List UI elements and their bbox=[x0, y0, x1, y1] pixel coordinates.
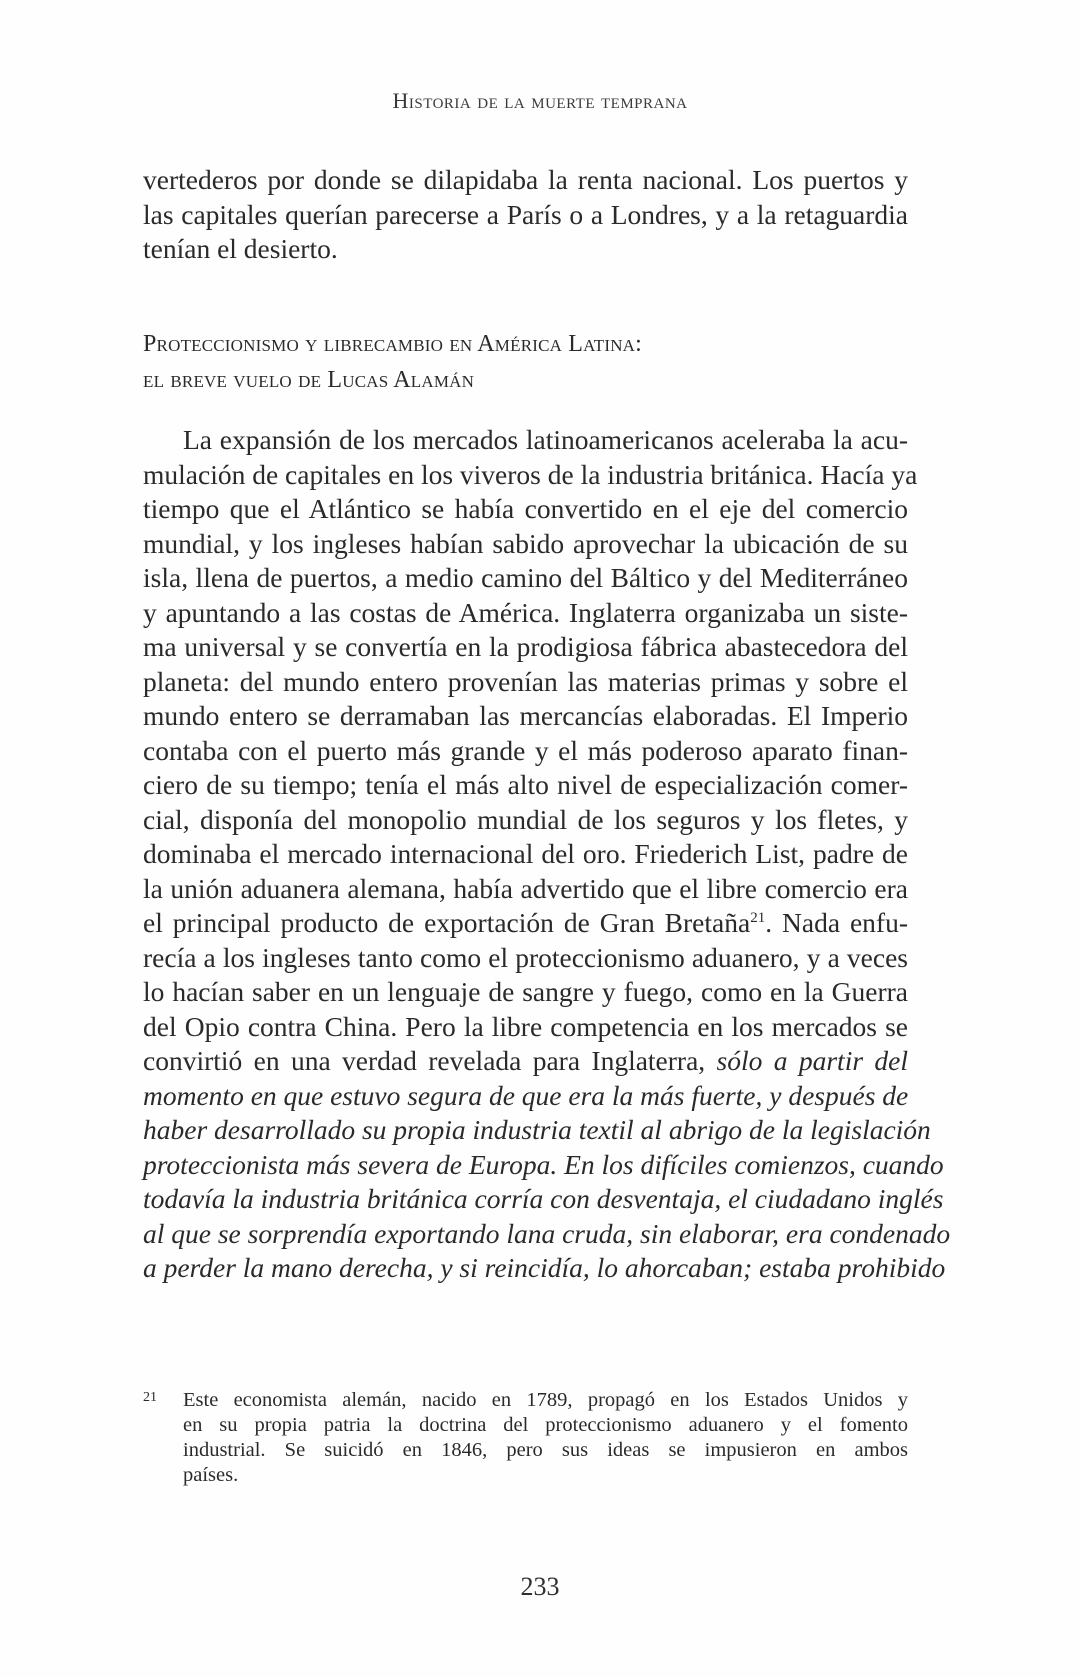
text-segment: ciero de su tiempo; tenía el más alto nivel de especialización comer- bbox=[143, 769, 908, 800]
footnote-line: países. bbox=[183, 1464, 239, 1486]
text-line bbox=[143, 734, 908, 769]
text-line bbox=[143, 906, 908, 941]
footnote-number: 21 bbox=[143, 1390, 157, 1405]
italic-text: proteccionista más severa de Europa. En los difíciles comienzos, cuando bbox=[143, 1148, 944, 1180]
text-line bbox=[143, 1044, 908, 1079]
text-line bbox=[143, 872, 908, 907]
text-line bbox=[143, 1251, 946, 1286]
section-heading-line-2: el breve vuelo de Lucas Alamán bbox=[143, 367, 475, 393]
text-line bbox=[143, 1148, 944, 1183]
text-line bbox=[143, 1217, 951, 1252]
text-line bbox=[143, 630, 908, 665]
footnote-line: Este economista alemán, nacido en 1789, propagó en los Estados Unidos y bbox=[183, 1389, 908, 1411]
text-segment: lo hacían saber en un lenguaje de sangre y fuego, como en la Guerra bbox=[143, 976, 908, 1007]
text-line bbox=[143, 1079, 908, 1114]
text-line bbox=[143, 837, 908, 872]
text-line bbox=[143, 975, 908, 1010]
text-line bbox=[143, 492, 908, 527]
text-line bbox=[143, 1010, 908, 1045]
text-segment: La expansión de los mercados latinoamericanos aceleraba la acu- bbox=[183, 424, 908, 455]
text-line bbox=[143, 596, 908, 631]
text-segment: recía a los ingleses tanto como el proteccionismo aduanero, y a veces bbox=[143, 941, 908, 973]
text-segment: tenían el desierto. bbox=[143, 233, 338, 264]
text-segment: las capitales querían parecerse a París o a Londres, y a la retaguardia bbox=[143, 198, 908, 230]
page-number: 233 bbox=[520, 1572, 560, 1601]
text-line bbox=[143, 561, 908, 596]
section-heading-line-1: Proteccionismo y librecambio en América Latina: bbox=[143, 331, 643, 357]
text-segment: vertederos por donde se dilapidaba la renta nacional. Los puertos y bbox=[143, 164, 908, 195]
text-line bbox=[143, 527, 908, 562]
text-line bbox=[143, 458, 918, 493]
text-segment: cial, disponía del monopolio mundial de los seguros y los fletes, y bbox=[143, 803, 908, 835]
text-segment: tiempo que el Atlántico se había convertido en el eje del comercio bbox=[143, 493, 908, 524]
text-segment: isla, llena de puertos, a medio camino del Báltico y del Mediterráneo bbox=[143, 562, 908, 593]
footnote-line: en su propia patria la doctrina del proteccionismo aduanero y el fomento bbox=[183, 1414, 908, 1436]
footnote-text bbox=[183, 1388, 908, 1488]
text-segment: mulación de capitales en los viveros de la industria británica. Hacía ya bbox=[143, 458, 918, 490]
text-line bbox=[143, 768, 908, 803]
text-line bbox=[143, 232, 908, 267]
text-line bbox=[143, 941, 908, 976]
text-line bbox=[143, 699, 908, 734]
text-segment: planeta: del mundo entero provenían las materias primas y sobre el bbox=[143, 665, 908, 697]
italic-text: a perder la mano derecha, y si reincidía, lo ahorcaban; estaba prohibido bbox=[143, 1252, 946, 1283]
opening-paragraph bbox=[143, 163, 908, 267]
section-heading bbox=[143, 326, 908, 398]
text-line bbox=[143, 1113, 931, 1148]
footnote-reference: 21 bbox=[750, 910, 766, 926]
italic-text: al que se sorprendía exportando lana cruda, sin elaborar, era condenado bbox=[143, 1217, 951, 1249]
text-line bbox=[143, 423, 908, 458]
text-segment: contaba con el puerto más grande y el más poderoso aparato finan- bbox=[143, 734, 908, 766]
text-line bbox=[143, 163, 908, 198]
text-segment: ma universal y se convertía en la prodigiosa fábrica abastecedora del bbox=[143, 631, 908, 662]
text-segment: mundo entero se derramaban las mercancías elaboradas. El Imperio bbox=[143, 700, 908, 731]
italic-text: sólo a partir del bbox=[716, 1045, 909, 1076]
text-segment: . Nada enfu- bbox=[765, 907, 909, 938]
text-line bbox=[143, 198, 908, 233]
text-line bbox=[143, 665, 908, 700]
running-head: Historia de la muerte temprana bbox=[392, 88, 688, 113]
text-segment: la unión aduanera alemana, había advertido que el libre comercio era bbox=[143, 872, 908, 904]
italic-text: momento en que estuvo segura de que era la más fuerte, y después de bbox=[143, 1079, 909, 1111]
text-segment: del Opio contra China. Pero la libre competencia en los mercados se bbox=[143, 1010, 908, 1042]
text-segment: el principal producto de exportación de Gran Bretaña bbox=[143, 907, 751, 938]
italic-text: todavía la industria británica corría con desventaja, el ciudadano inglés bbox=[143, 1183, 944, 1214]
text-segment: y apuntando a las costas de América. Inglaterra organizaba un siste- bbox=[143, 596, 908, 628]
text-line bbox=[143, 1182, 944, 1217]
text-segment: mundial, y los ingleses habían sabido aprovechar la ubicación de su bbox=[143, 527, 908, 559]
footnote-line: industrial. Se suicidó en 1846, pero sus ideas se impusieron en ambos bbox=[183, 1439, 908, 1461]
text-segment: convirtió en una verdad revelada para Inglaterra, bbox=[143, 1045, 717, 1076]
text-line bbox=[143, 803, 908, 838]
main-paragraph bbox=[143, 423, 951, 1286]
italic-text: haber desarrollado su propia industria textil al abrigo de la legislación bbox=[143, 1114, 931, 1145]
text-segment: dominaba el mercado internacional del oro. Friederich List, padre de bbox=[143, 838, 908, 869]
